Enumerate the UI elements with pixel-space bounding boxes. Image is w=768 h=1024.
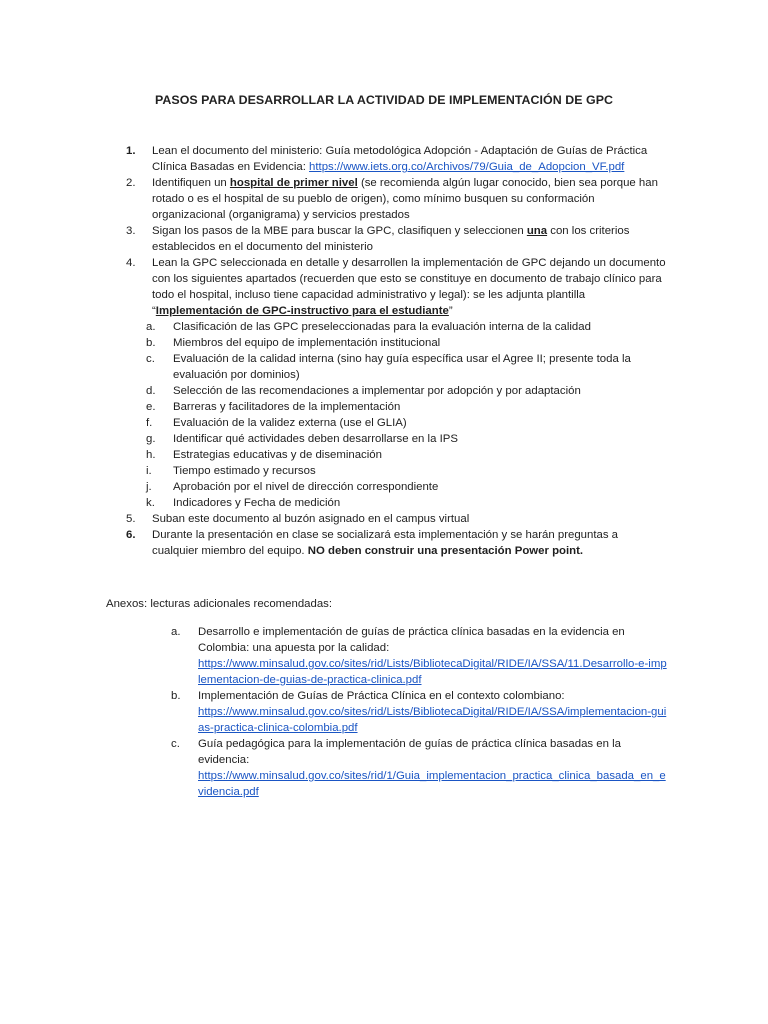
step-text: Lean la GPC seleccionada en detalle y desarrollen la implementación de GPC dejando un documento con los siguientes apartados (recuerden que esto se constituye en documento de trabajo clínico para todo el hospital, incluso tiene capacidad administrativo y legal): se les adjunta plantilla “ xyxy=(152,257,666,317)
step-number: 4. xyxy=(126,257,136,269)
list-item xyxy=(146,415,666,431)
annex-link-a[interactable]: https://www.minsalud.gov.co/sites/rid/Lists/BibliotecaDigital/RIDE/IA/SSA/11.Desarrollo-e-implementacion-de-guias-de-practica-clinica.pdf xyxy=(198,658,667,686)
step-6 xyxy=(126,527,666,559)
item-text: Selección de las recomendaciones a implementar por adopción y por adaptación xyxy=(173,385,581,397)
item-letter: f. xyxy=(146,417,153,429)
step-text: Durante la presentación en clase se socializará esta implementación y se harán preguntas a cualquier miembro del equipo. xyxy=(152,529,619,557)
step-number: 1. xyxy=(126,145,136,157)
item-text: Estrategias educativas y de diseminación xyxy=(173,449,382,461)
step-text: Suban este documento al buzón asignado en el campus virtual xyxy=(152,513,470,525)
annex-heading: Anexos: lecturas adicionales recomendadas: xyxy=(106,598,333,610)
step-4-subitems xyxy=(146,319,666,511)
item-text: Guía pedagógica para la implementación de guías de práctica clínica basadas en la evidencia: xyxy=(198,738,621,766)
steps-list xyxy=(126,143,666,559)
item-text: Tiempo estimado y recursos xyxy=(173,465,316,477)
step-number: 5. xyxy=(126,513,136,525)
list-item xyxy=(171,736,667,800)
step-5 xyxy=(126,511,666,527)
step-1 xyxy=(126,143,666,175)
list-item xyxy=(146,447,666,463)
item-letter: b. xyxy=(146,337,156,349)
list-item xyxy=(146,383,666,399)
step-3 xyxy=(126,223,666,255)
list-item xyxy=(146,335,666,351)
item-letter: a. xyxy=(146,321,156,333)
item-text: Clasificación de las GPC preseleccionadas para la evaluación interna de la calidad xyxy=(173,321,591,333)
item-text: Evaluación de la validez externa (use el GLIA) xyxy=(173,417,407,429)
item-text: Evaluación de la calidad interna (sino hay guía específica usar el Agree II; presente toda la evaluación por dominios) xyxy=(173,353,631,381)
step-emphasis: Implementación de GPC-instructivo para el estudiante xyxy=(155,305,449,317)
step-text: Sigan los pasos de la MBE para buscar la GPC, clasifiquen y seleccionen xyxy=(152,225,527,237)
step-text: Lean el documento del ministerio: Guía metodológica Adopción - Adaptación de Guías de Práctica Clínica Basadas en Evidencia: xyxy=(152,145,648,173)
item-letter: c. xyxy=(146,353,155,365)
annex-list xyxy=(171,624,667,800)
item-letter: c. xyxy=(171,738,180,750)
item-text: Desarrollo e implementación de guías de práctica clínica basadas en la evidencia en Colombia: una apuesta por la calidad: xyxy=(198,626,625,654)
item-text: Indicadores y Fecha de medición xyxy=(173,497,341,509)
step-text: Identifiquen un xyxy=(152,177,230,189)
step-2 xyxy=(126,175,666,223)
item-letter: d. xyxy=(146,385,156,397)
document-title: PASOS PARA DESARROLLAR LA ACTIVIDAD DE IMPLEMENTACIÓN DE GPC xyxy=(154,93,614,107)
step-emphasis: una xyxy=(526,225,548,237)
list-item xyxy=(171,688,667,736)
item-text: Identificar qué actividades deben desarrollarse en la IPS xyxy=(173,433,458,445)
list-item xyxy=(146,479,666,495)
list-item xyxy=(146,351,666,383)
step-text: con los criterios establecidos en el documento del ministerio xyxy=(152,225,630,253)
item-letter: b. xyxy=(171,690,181,702)
step-number: 3. xyxy=(126,225,136,237)
list-item xyxy=(146,399,666,415)
list-item xyxy=(146,431,666,447)
item-text: Barreras y facilitadores de la implementación xyxy=(173,401,401,413)
item-letter: e. xyxy=(146,401,156,413)
item-letter: h. xyxy=(146,449,156,461)
list-item xyxy=(146,495,666,511)
ministry-guide-link[interactable]: https://www.iets.org.co/Archivos/79/Guia_de_Adopcion_VF.pdf xyxy=(309,161,625,173)
item-letter: g. xyxy=(146,433,156,445)
annex-link-c[interactable]: https://www.minsalud.gov.co/sites/rid/1/Guia_implementacion_practica_clinica_basada_en_evidencia.pdf xyxy=(198,770,666,798)
step-emphasis: hospital de primer nivel xyxy=(229,177,358,189)
item-letter: j. xyxy=(146,481,152,493)
list-item xyxy=(146,319,666,335)
step-text: (se recomienda algún lugar conocido, bien sea porque han rotado o es el hospital de su pueblo de origen), como mínimo busquen su conformación organizacional (organigrama) y servicios prestados xyxy=(152,177,658,221)
list-item xyxy=(171,624,667,688)
item-text: Implementación de Guías de Práctica Clínica en el contexto colombiano: xyxy=(198,690,565,702)
item-letter: a. xyxy=(171,626,181,638)
step-number: 6. xyxy=(126,529,136,541)
step-4 xyxy=(126,255,666,319)
step-number: 2. xyxy=(126,177,136,189)
item-letter: i. xyxy=(146,465,152,477)
annex-link-b[interactable]: https://www.minsalud.gov.co/sites/rid/Lists/BibliotecaDigital/RIDE/IA/SSA/implementacion-guias-practica-clinica-colombia.pdf xyxy=(198,706,667,734)
item-text: Miembros del equipo de implementación institucional xyxy=(173,337,441,349)
item-letter: k. xyxy=(146,497,155,509)
item-text: Aprobación por el nivel de dirección correspondiente xyxy=(173,481,439,493)
step-text: ” xyxy=(448,305,453,317)
step-emphasis: NO deben construir una presentación Power point. xyxy=(307,545,584,557)
list-item xyxy=(146,463,666,479)
